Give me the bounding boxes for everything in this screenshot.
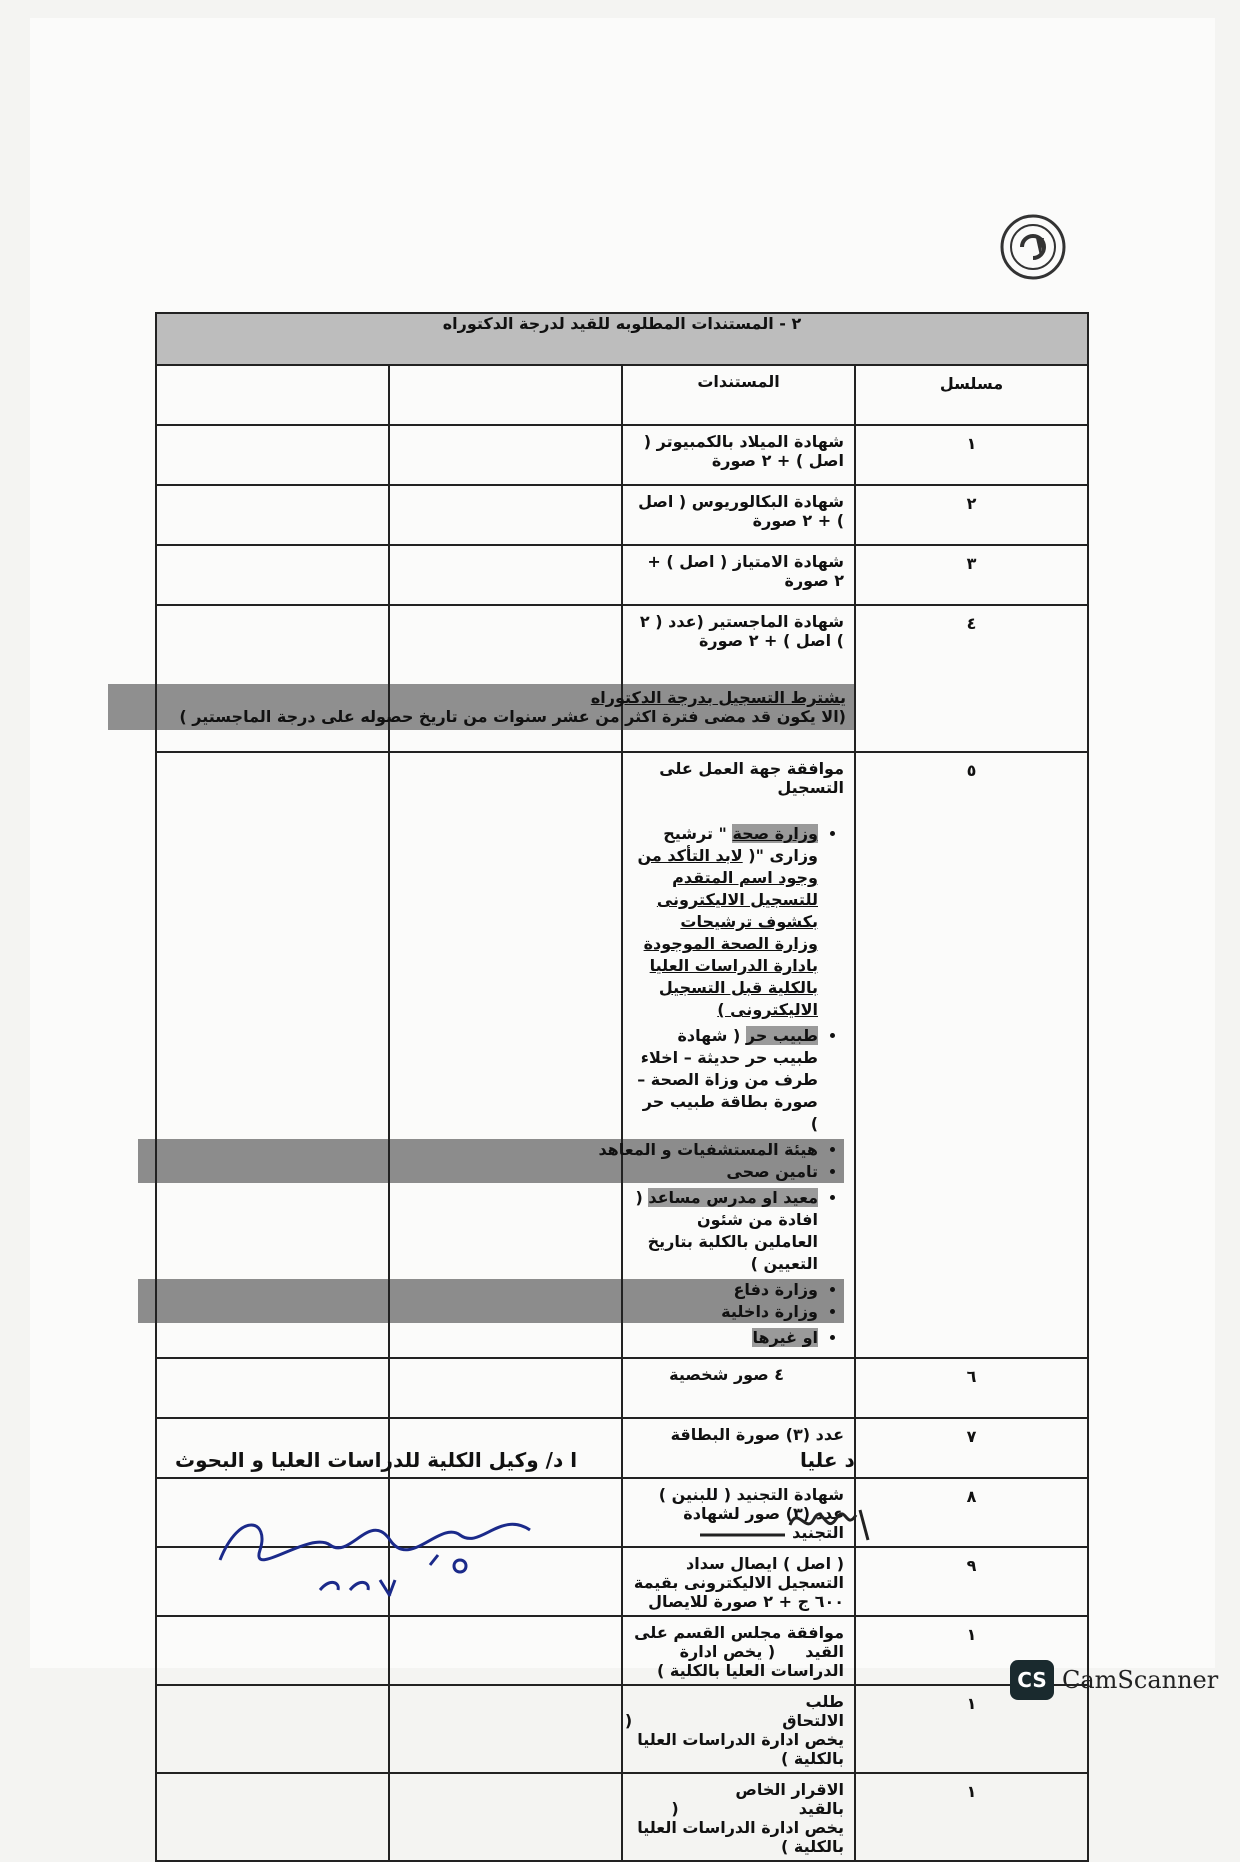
table-header-row bbox=[156, 365, 1088, 425]
row-document bbox=[622, 1685, 855, 1773]
check-cell bbox=[389, 1616, 622, 1685]
table-title-row bbox=[156, 313, 1088, 365]
row-note: ( يخص ادارة الدراسات العليا بالكلية ) bbox=[637, 1799, 844, 1856]
row-document bbox=[598, 752, 855, 1358]
row-serial: ٣ bbox=[855, 545, 1088, 605]
check-cell bbox=[156, 752, 389, 1358]
check-cell bbox=[156, 425, 389, 485]
check-cell bbox=[156, 1685, 389, 1773]
check-cell bbox=[156, 605, 389, 752]
row-document bbox=[179, 605, 855, 752]
moh-label: وزارة صحة bbox=[732, 824, 818, 843]
row-serial: ٥ bbox=[855, 752, 1088, 1358]
row-document: شهادة البكالوريوس ( اصل ) + ٢ صورة bbox=[622, 485, 855, 545]
employer-list-others bbox=[633, 1327, 844, 1349]
camscanner-brand: CamScanner bbox=[1062, 1666, 1219, 1694]
check-cell bbox=[156, 1616, 389, 1685]
check-cell bbox=[389, 752, 622, 1358]
table-row bbox=[156, 1685, 1088, 1773]
row-document: عدد (٣) صورة البطاقة bbox=[622, 1418, 855, 1478]
check-cell bbox=[389, 1773, 622, 1861]
list-item bbox=[633, 823, 818, 1021]
header-documents: المستندات bbox=[622, 365, 855, 425]
check-cell bbox=[156, 485, 389, 545]
check-cell bbox=[156, 545, 389, 605]
row-serial: ٧ bbox=[855, 1418, 1088, 1478]
list-item: • تامين صحى bbox=[138, 1161, 818, 1183]
employer-approval-heading: موافقة جهة العمل على التسجيل bbox=[659, 759, 844, 797]
row-document: شهادة الميلاد بالكمبيوتر ( اصل ) + ٢ صورة bbox=[622, 425, 855, 485]
list-item bbox=[633, 1025, 818, 1135]
grad-office-signature-label: د عليا bbox=[800, 1448, 855, 1472]
list-item: • وزارة داخلية bbox=[138, 1301, 818, 1323]
row-document: شهادة الامتياز ( اصل ) + ٢ صورة bbox=[622, 545, 855, 605]
row-serial: ١ bbox=[855, 425, 1088, 485]
moh-note: لابد التأكد من وجود اسم المتقدم للتسجيل الاليكترونى بكشوف ترشيحات وزارة الصحة الموجودة بادارة الدراسات العليا بالكلية قبل التسجيل الاليكترونى ) bbox=[637, 846, 818, 1019]
row-serial: ٤ bbox=[855, 605, 1088, 752]
table-row bbox=[156, 1773, 1088, 1861]
check-cell bbox=[156, 1773, 389, 1861]
table-row bbox=[156, 485, 1088, 545]
employer-list-assistant bbox=[633, 1187, 844, 1275]
check-cell bbox=[389, 545, 622, 605]
table-row bbox=[156, 605, 1088, 752]
table-row bbox=[156, 1616, 1088, 1685]
row-document: ٤ صور شخصية bbox=[622, 1358, 855, 1418]
row-note: ( يخص ادارة الدراسات العليا بالكلية ) bbox=[624, 1711, 844, 1768]
camscanner-logo-icon: CS bbox=[1010, 1660, 1054, 1700]
list-item bbox=[633, 1327, 818, 1349]
row-note: ( يخص ادارة الدراسات العليا بالكلية ) bbox=[657, 1642, 844, 1680]
check-cell bbox=[389, 365, 622, 425]
check-cell bbox=[389, 605, 622, 752]
row-serial: ٨ bbox=[855, 1478, 1088, 1547]
university-seal-icon bbox=[1000, 214, 1066, 280]
vice-dean-handwritten-signature bbox=[200, 1490, 560, 1600]
table-row bbox=[156, 545, 1088, 605]
check-cell bbox=[389, 485, 622, 545]
check-cell bbox=[389, 1685, 622, 1773]
assistant-text: ( افادة من شئون العاملين بالكلية بتاريخ التعيين ) bbox=[635, 1188, 818, 1273]
check-cell bbox=[156, 365, 389, 425]
check-cell bbox=[389, 425, 622, 485]
moh-text: " ترشيح وزارى "( bbox=[663, 824, 818, 865]
row-serial: ١ bbox=[855, 1685, 1088, 1773]
row-document bbox=[622, 1616, 855, 1685]
row-serial: ١ bbox=[855, 1616, 1088, 1685]
documents-table bbox=[155, 312, 1089, 1862]
row-serial: ٢ bbox=[855, 485, 1088, 545]
check-cell bbox=[389, 1358, 622, 1418]
grad-office-handwritten-signature bbox=[690, 1490, 890, 1560]
assistant-label: معيد او مدرس مساعد bbox=[648, 1188, 818, 1207]
row-document: شهادة التجنيد ( للبنين ) عدد (٣) صور لشهادة التجنيد bbox=[622, 1478, 855, 1547]
employer-list bbox=[633, 823, 844, 1135]
row-label: موافقة مجلس القسم على القيد bbox=[634, 1623, 844, 1661]
table-row bbox=[156, 1358, 1088, 1418]
camscanner-watermark bbox=[1010, 1660, 1218, 1700]
others-label: او غيرها bbox=[752, 1328, 818, 1347]
row-document bbox=[622, 1773, 855, 1861]
list-item: • هيئة المستشفيات و المعاهد bbox=[138, 1139, 818, 1161]
row-document: ( اصل ) ايصال سداد التسجيل الاليكترونى بقيمة ٦٠٠ ج + ٢ صورة للايصال bbox=[622, 1547, 855, 1616]
header-serial: مسلسل bbox=[855, 365, 1088, 425]
table-title: ٢ - المستندات المطلوبه للقيد لدرجة الدكتوراه bbox=[156, 313, 1088, 365]
check-cell bbox=[156, 1358, 389, 1418]
row-serial: ٩ bbox=[855, 1547, 1088, 1616]
free-doctor-label: طبيب حر bbox=[745, 1026, 818, 1045]
list-item: • وزارة دفاع bbox=[138, 1279, 818, 1301]
condition-line-1: يشترط التسجيل بدرجة الدكتوراه bbox=[590, 688, 846, 707]
row-label: طلب الالتحاق bbox=[782, 1692, 844, 1730]
row-label: الاقرار الخاص بالقيد bbox=[735, 1780, 844, 1818]
condition-line-2: (الا يكون قد مضى فترة اكثر من عشر سنوات من تاريخ حصوله على درجة الماجستير ) bbox=[179, 707, 846, 726]
table-row bbox=[156, 752, 1088, 1358]
free-doctor-text: ( شهادة طبيب حر حديثة – اخلاء طرف من وزاة الصحة – صورة بطاقة طبيب حر ) bbox=[637, 1026, 818, 1133]
table-row bbox=[156, 425, 1088, 485]
list-item bbox=[633, 1187, 818, 1275]
row-serial: ٦ bbox=[855, 1358, 1088, 1418]
vice-dean-signature-label: ا د/ وكيل الكلية للدراسات العليا و البحوث bbox=[175, 1448, 578, 1472]
row-document-text: شهادة الماجستير (عدد ( ٢ ) اصل ) + ٢ صورة bbox=[639, 612, 844, 650]
row-serial: ١ bbox=[855, 1773, 1088, 1861]
